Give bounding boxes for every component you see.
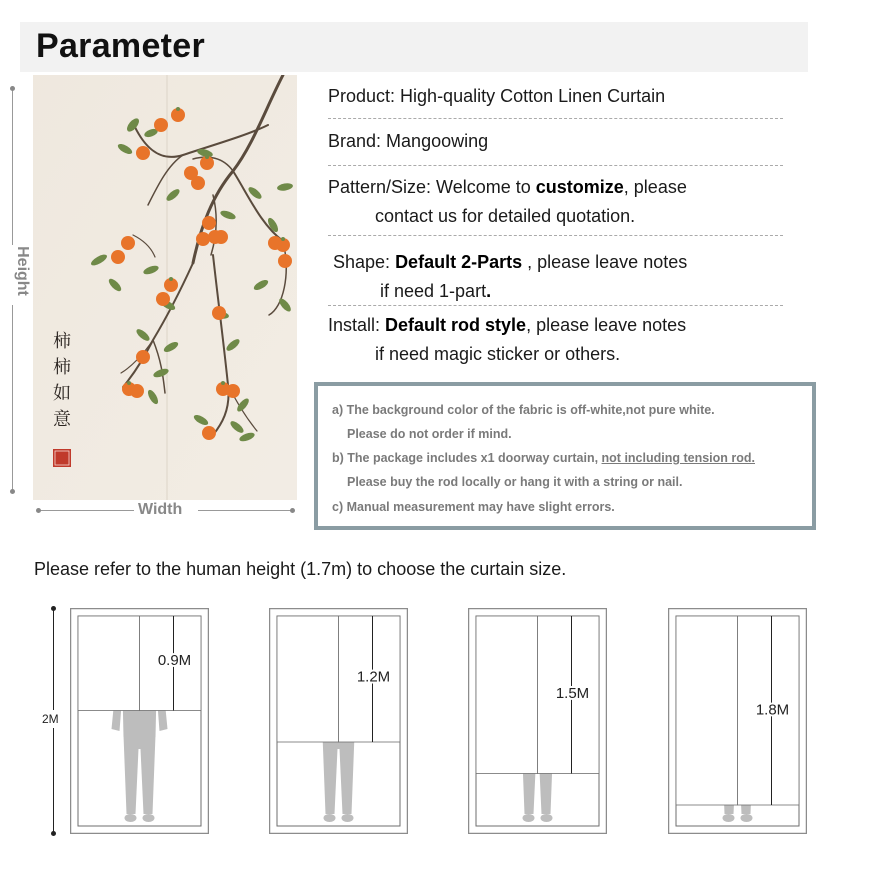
curtain-length-label: 1.5M xyxy=(555,684,590,702)
page-title: Parameter xyxy=(36,27,206,65)
spec-install: Install: Default rod style, please leave notes if need magic sticker or others. xyxy=(328,315,687,364)
curtain-length-label: 1.2M xyxy=(356,668,391,686)
width-dimension-line-left xyxy=(38,510,134,511)
curtain-panel-left xyxy=(78,616,140,711)
width-label: Width xyxy=(138,501,183,518)
curtain-panel-left xyxy=(476,616,538,774)
divider xyxy=(328,165,783,166)
spec-product: Product: High-quality Cotton Linen Curtain xyxy=(328,86,666,106)
note-a-line1: a) The background color of the fabric is off-white,not pure white. xyxy=(332,403,715,417)
curtain-panel-left xyxy=(676,616,738,805)
calligraphy-char-2: 柿 xyxy=(53,357,71,378)
curtain-length-label: 1.8M xyxy=(755,701,790,719)
note-b-line1: b) The package includes x1 doorway curtain, not including tension rod. xyxy=(332,451,755,465)
size-reference-text: Please refer to the human height (1.7m) to choose the curtain size. xyxy=(34,559,567,579)
divider xyxy=(328,305,783,306)
note-c-line1: c) Manual measurement may have slight errors. xyxy=(332,500,615,514)
door-diagram-4 xyxy=(668,608,807,834)
calligraphy-char-4: 意 xyxy=(53,409,71,430)
calligraphy-char-1: 柿 xyxy=(53,331,71,352)
door-diagram-1 xyxy=(70,608,209,834)
seal-stamp xyxy=(53,449,71,467)
scale-label: 2M xyxy=(42,712,59,726)
curtain-panel-left xyxy=(277,616,339,742)
door-diagram-2 xyxy=(269,608,408,834)
note-a-line2: Please do not order if mind. xyxy=(347,427,512,441)
scale-top-cap xyxy=(51,606,56,611)
height-label: Height xyxy=(14,246,31,296)
divider xyxy=(328,118,783,119)
door-diagram-3 xyxy=(468,608,607,834)
notes-box xyxy=(314,382,816,530)
spec-shape: Shape: Default 2-Parts , please leave notes if need 1-part. xyxy=(333,252,688,301)
note-b-line2: Please buy the rod locally or hang it with a string or nail. xyxy=(347,475,683,489)
scale-bottom-cap xyxy=(51,831,56,836)
width-dimension-line-right xyxy=(198,510,292,511)
height-dimension-top-cap xyxy=(10,86,15,91)
curtain-length-label: 0.9M xyxy=(157,652,192,670)
curtain-product-image xyxy=(33,75,297,500)
spec-pattern-size: Pattern/Size: Welcome to customize, please contact us for detailed quotation. xyxy=(328,177,687,226)
spec-brand: Brand: Mangoowing xyxy=(328,131,489,151)
width-dimension-left-cap xyxy=(36,508,41,513)
height-dimension-bottom-cap xyxy=(10,489,15,494)
width-dimension-right-cap xyxy=(290,508,295,513)
calligraphy-char-3: 如 xyxy=(53,383,71,404)
divider xyxy=(328,235,783,236)
